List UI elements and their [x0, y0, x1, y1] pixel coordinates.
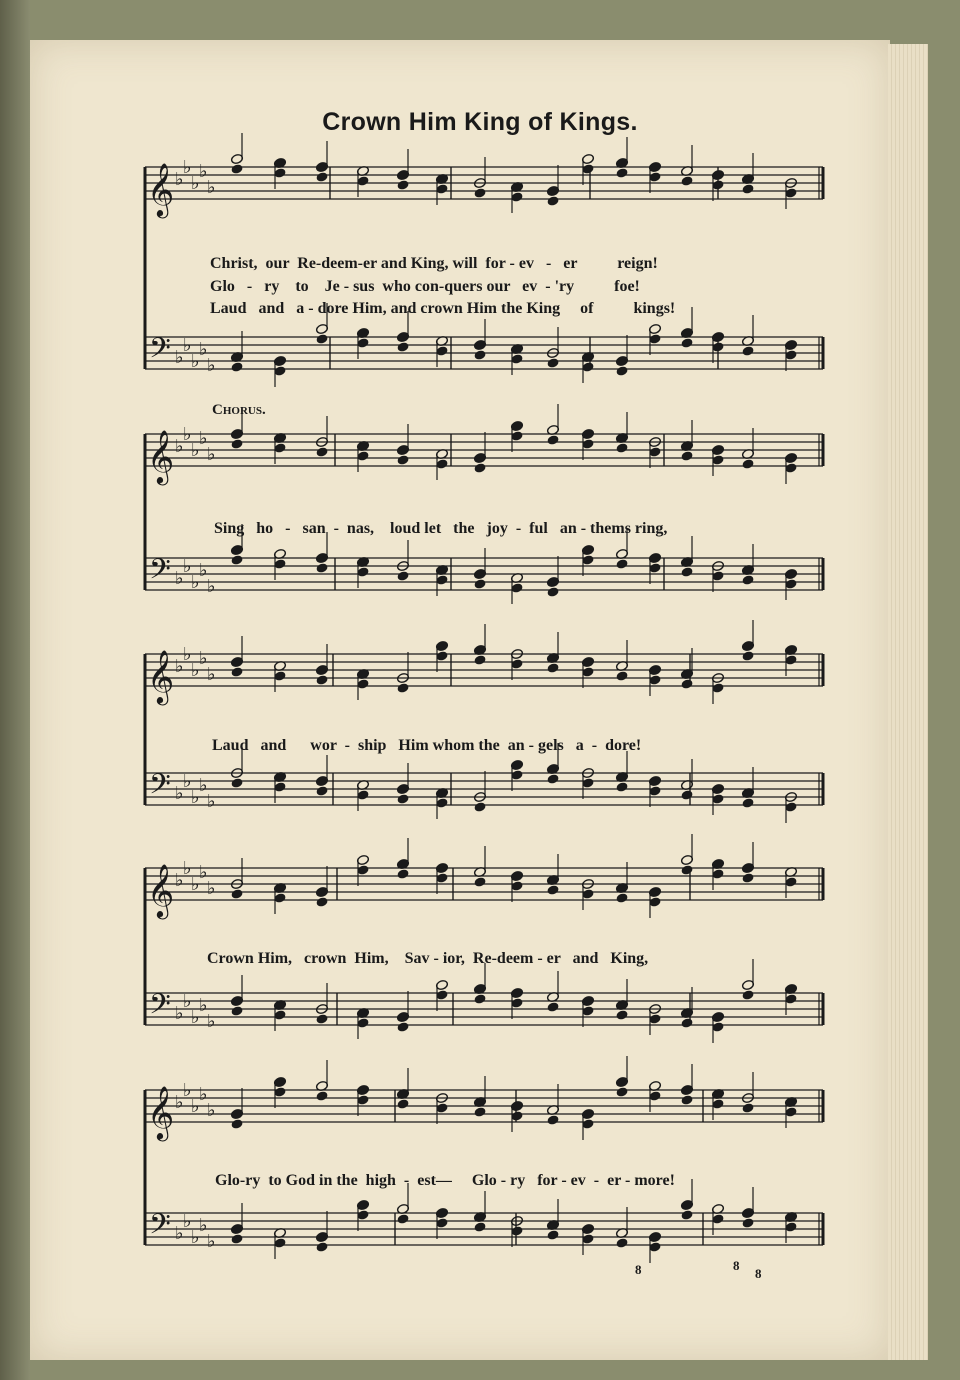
note-head	[547, 1115, 559, 1125]
flat-sign-icon: ♭	[175, 1092, 184, 1113]
note-head	[357, 790, 369, 800]
note-head	[436, 651, 448, 661]
note-head	[547, 774, 559, 784]
octave-mark-2: 8	[733, 1258, 740, 1273]
flat-sign-icon: ♭	[199, 648, 208, 669]
note-head	[397, 794, 409, 804]
flat-sign-icon: ♭	[183, 157, 192, 178]
flat-sign-icon: ♭	[175, 783, 184, 804]
note-head	[742, 1103, 754, 1113]
note-head	[742, 990, 754, 1000]
note-head	[274, 559, 286, 569]
note-head	[582, 889, 594, 899]
note-head	[474, 1107, 486, 1117]
note-head	[474, 802, 486, 812]
note-head	[436, 575, 448, 585]
flat-sign-icon: ♭	[183, 556, 192, 577]
note-head	[649, 897, 661, 907]
note-head	[274, 893, 286, 903]
note-head	[712, 342, 724, 352]
note-head	[649, 172, 661, 182]
treble-clef-icon: 𝄞	[147, 863, 175, 917]
flat-sign-icon: ♭	[199, 560, 208, 581]
note-head	[547, 358, 559, 368]
note-head	[511, 998, 523, 1008]
note-head	[274, 671, 286, 681]
hymn-title: Crown Him King of Kings.	[322, 108, 638, 136]
note-head	[357, 176, 369, 186]
lyric-chorus-line-4: Glo-ry to God in the high - est— Glo - ry for - ev - er - more!	[215, 1172, 675, 1189]
flat-sign-icon: ♭	[191, 787, 200, 808]
note-head	[316, 1014, 328, 1024]
flat-sign-icon: ♭	[207, 444, 216, 465]
note-head	[712, 571, 724, 581]
note-head	[231, 667, 243, 677]
note-head	[231, 555, 243, 565]
note-head	[547, 1002, 559, 1012]
note-head	[274, 1010, 286, 1020]
note-head	[681, 679, 693, 689]
flat-sign-icon: ♭	[183, 644, 192, 665]
note-head	[616, 559, 628, 569]
note-head	[582, 1119, 594, 1129]
note-head	[357, 567, 369, 577]
note-head	[397, 1022, 409, 1032]
note-head	[231, 778, 243, 788]
note-head	[436, 1218, 448, 1228]
note-head	[474, 655, 486, 665]
note-head	[681, 865, 693, 875]
note-head	[582, 439, 594, 449]
note-head	[681, 451, 693, 461]
treble-clef-icon: 𝄞	[147, 429, 175, 483]
note-head	[316, 1242, 328, 1252]
note-head	[681, 1018, 693, 1028]
note-head	[742, 651, 754, 661]
note-head	[616, 1010, 628, 1020]
note-head	[742, 346, 754, 356]
flat-sign-icon: ♭	[191, 1227, 200, 1248]
note-head	[474, 579, 486, 589]
note-head	[357, 679, 369, 689]
note-head	[474, 463, 486, 473]
note-head	[616, 782, 628, 792]
note-head	[436, 459, 448, 469]
note-head	[785, 877, 797, 887]
note-head	[436, 184, 448, 194]
note-head	[649, 563, 661, 573]
note-head	[511, 659, 523, 669]
flat-sign-icon: ♭	[199, 339, 208, 360]
note-head	[511, 881, 523, 891]
treble-clef-icon: 𝄞	[147, 649, 175, 703]
note-head	[316, 334, 328, 344]
flat-sign-icon: ♭	[191, 351, 200, 372]
flat-sign-icon: ♭	[175, 169, 184, 190]
note-head	[357, 865, 369, 875]
note-head	[547, 663, 559, 673]
octave-mark-3: 8	[755, 1266, 762, 1281]
note-head	[511, 431, 523, 441]
flat-sign-icon: ♭	[175, 656, 184, 677]
note-head	[357, 1018, 369, 1028]
flat-sign-icon: ♭	[183, 335, 192, 356]
note-head	[616, 1238, 628, 1248]
note-head	[274, 1087, 286, 1097]
note-head	[681, 567, 693, 577]
note-head	[231, 1119, 243, 1129]
flat-sign-icon: ♭	[207, 878, 216, 899]
note-head	[582, 1234, 594, 1244]
note-head	[436, 990, 448, 1000]
note-head	[616, 366, 628, 376]
flat-sign-icon: ♭	[175, 347, 184, 368]
note-head	[511, 354, 523, 364]
flat-sign-icon: ♭	[207, 664, 216, 685]
note-head	[649, 1242, 661, 1252]
note-head	[274, 782, 286, 792]
note-head	[511, 583, 523, 593]
lyric-chorus-line-3: Crown Him, crown Him, Sav - ior, Re-deem - er and King,	[207, 950, 649, 967]
note-head	[712, 794, 724, 804]
note-head	[397, 180, 409, 190]
note-head	[397, 683, 409, 693]
note-head	[397, 1099, 409, 1109]
note-head	[785, 350, 797, 360]
note-head	[357, 451, 369, 461]
bass-clef-icon: 𝄢	[149, 332, 171, 372]
note-head	[231, 889, 243, 899]
note-head	[616, 893, 628, 903]
flat-sign-icon: ♭	[175, 568, 184, 589]
note-head	[474, 1222, 486, 1232]
note-head	[397, 455, 409, 465]
note-head	[316, 563, 328, 573]
note-head	[547, 885, 559, 895]
note-head	[616, 168, 628, 178]
note-head	[785, 188, 797, 198]
flat-sign-icon: ♭	[199, 1084, 208, 1105]
note-head	[742, 798, 754, 808]
lyric-verse-1: Christ, our Re-deem-er and King, will for - ev - er reign!	[210, 255, 658, 272]
flat-sign-icon: ♭	[183, 1211, 192, 1232]
note-head	[231, 362, 243, 372]
note-head	[274, 168, 286, 178]
note-head	[785, 1222, 797, 1232]
flat-sign-icon: ♭	[175, 1003, 184, 1024]
flat-sign-icon: ♭	[183, 424, 192, 445]
note-head	[436, 873, 448, 883]
note-head	[274, 366, 286, 376]
note-head	[582, 555, 594, 565]
note-head	[742, 184, 754, 194]
note-head	[231, 1006, 243, 1016]
note-head	[649, 334, 661, 344]
note-head	[547, 1230, 559, 1240]
note-head	[649, 1014, 661, 1024]
treble-clef-icon: 𝄞	[147, 1085, 175, 1139]
note-head	[582, 1006, 594, 1016]
note-head	[231, 1234, 243, 1244]
note-head	[616, 671, 628, 681]
flat-sign-icon: ♭	[191, 874, 200, 895]
note-head	[649, 1091, 661, 1101]
note-head	[274, 443, 286, 453]
note-head	[649, 447, 661, 457]
note-head	[742, 459, 754, 469]
flat-sign-icon: ♭	[199, 995, 208, 1016]
bass-clef-icon: 𝄢	[149, 1208, 171, 1248]
note-head	[511, 770, 523, 780]
note-head	[582, 778, 594, 788]
note-head	[316, 786, 328, 796]
note-head	[231, 164, 243, 174]
flat-sign-icon: ♭	[207, 177, 216, 198]
note-head	[274, 1238, 286, 1248]
note-head	[582, 362, 594, 372]
flat-sign-icon: ♭	[183, 991, 192, 1012]
note-head	[397, 342, 409, 352]
note-head	[316, 172, 328, 182]
note-head	[436, 1103, 448, 1113]
bass-clef-icon: 𝄢	[149, 988, 171, 1028]
note-head	[397, 869, 409, 879]
note-head	[742, 873, 754, 883]
flat-sign-icon: ♭	[207, 355, 216, 376]
flat-sign-icon: ♭	[199, 1215, 208, 1236]
note-head	[582, 667, 594, 677]
note-head	[316, 1091, 328, 1101]
note-head	[616, 443, 628, 453]
note-head	[547, 435, 559, 445]
lyric-chorus-line-2: Laud and wor - ship Him whom the an - gels a - dore!	[212, 737, 642, 754]
note-head	[474, 877, 486, 887]
note-head	[397, 1214, 409, 1224]
flat-sign-icon: ♭	[183, 1080, 192, 1101]
treble-clef-icon: 𝄞	[147, 162, 175, 216]
note-head	[742, 575, 754, 585]
note-head	[357, 338, 369, 348]
note-head	[742, 1218, 754, 1228]
flat-sign-icon: ♭	[183, 858, 192, 879]
note-head	[616, 1087, 628, 1097]
flat-sign-icon: ♭	[191, 440, 200, 461]
flat-sign-icon: ♭	[207, 576, 216, 597]
octave-mark-1: 8	[635, 1262, 642, 1277]
note-head	[785, 579, 797, 589]
note-head	[547, 587, 559, 597]
note-head	[681, 338, 693, 348]
note-head	[712, 1214, 724, 1224]
note-head	[511, 1111, 523, 1121]
flat-sign-icon: ♭	[207, 1011, 216, 1032]
flat-sign-icon: ♭	[175, 1223, 184, 1244]
flat-sign-icon: ♭	[175, 436, 184, 457]
note-head	[681, 1210, 693, 1220]
note-head	[397, 571, 409, 581]
flat-sign-icon: ♭	[191, 660, 200, 681]
note-head	[474, 188, 486, 198]
flat-sign-icon: ♭	[207, 1231, 216, 1252]
note-head	[357, 1095, 369, 1105]
flat-sign-icon: ♭	[207, 1100, 216, 1121]
note-head	[436, 798, 448, 808]
note-head	[582, 164, 594, 174]
note-head	[785, 463, 797, 473]
note-head	[712, 1022, 724, 1032]
lyric-chorus-line-1: Sing ho - san - nas, loud let the joy - ful an - thems ring,	[214, 520, 668, 537]
chorus-label: Chorus.	[212, 402, 266, 418]
note-head	[474, 350, 486, 360]
note-head	[785, 1107, 797, 1117]
note-head	[681, 176, 693, 186]
flat-sign-icon: ♭	[207, 791, 216, 812]
note-head	[649, 786, 661, 796]
flat-sign-icon: ♭	[175, 870, 184, 891]
note-head	[547, 196, 559, 206]
bass-clef-icon: 𝄢	[149, 768, 171, 808]
note-head	[474, 994, 486, 1004]
note-head	[316, 897, 328, 907]
note-head	[649, 675, 661, 685]
note-head	[681, 1095, 693, 1105]
flat-sign-icon: ♭	[191, 1096, 200, 1117]
note-head	[712, 180, 724, 190]
note-head	[681, 790, 693, 800]
flat-sign-icon: ♭	[191, 1007, 200, 1028]
flat-sign-icon: ♭	[191, 173, 200, 194]
flat-sign-icon: ♭	[199, 775, 208, 796]
flat-sign-icon: ♭	[199, 161, 208, 182]
flat-sign-icon: ♭	[183, 771, 192, 792]
flat-sign-icon: ♭	[199, 428, 208, 449]
note-head	[785, 802, 797, 812]
note-head	[785, 655, 797, 665]
note-head	[712, 1099, 724, 1109]
lyric-verse-2: Glo - ry to Je - sus who con-quers our ev - 'ry foe!	[210, 278, 640, 295]
note-head	[511, 1226, 523, 1236]
lyric-verse-3: Laud and a - dore Him, and crown Him the King of kings!	[210, 300, 676, 317]
note-head	[712, 683, 724, 693]
flat-sign-icon: ♭	[199, 862, 208, 883]
flat-sign-icon: ♭	[191, 572, 200, 593]
note-head	[231, 439, 243, 449]
note-head	[712, 869, 724, 879]
note-head	[316, 447, 328, 457]
note-head	[511, 192, 523, 202]
note-head	[712, 455, 724, 465]
note-head	[785, 994, 797, 1004]
bass-clef-icon: 𝄢	[149, 553, 171, 593]
note-head	[357, 1210, 369, 1220]
note-head	[316, 675, 328, 685]
note-head	[436, 346, 448, 356]
